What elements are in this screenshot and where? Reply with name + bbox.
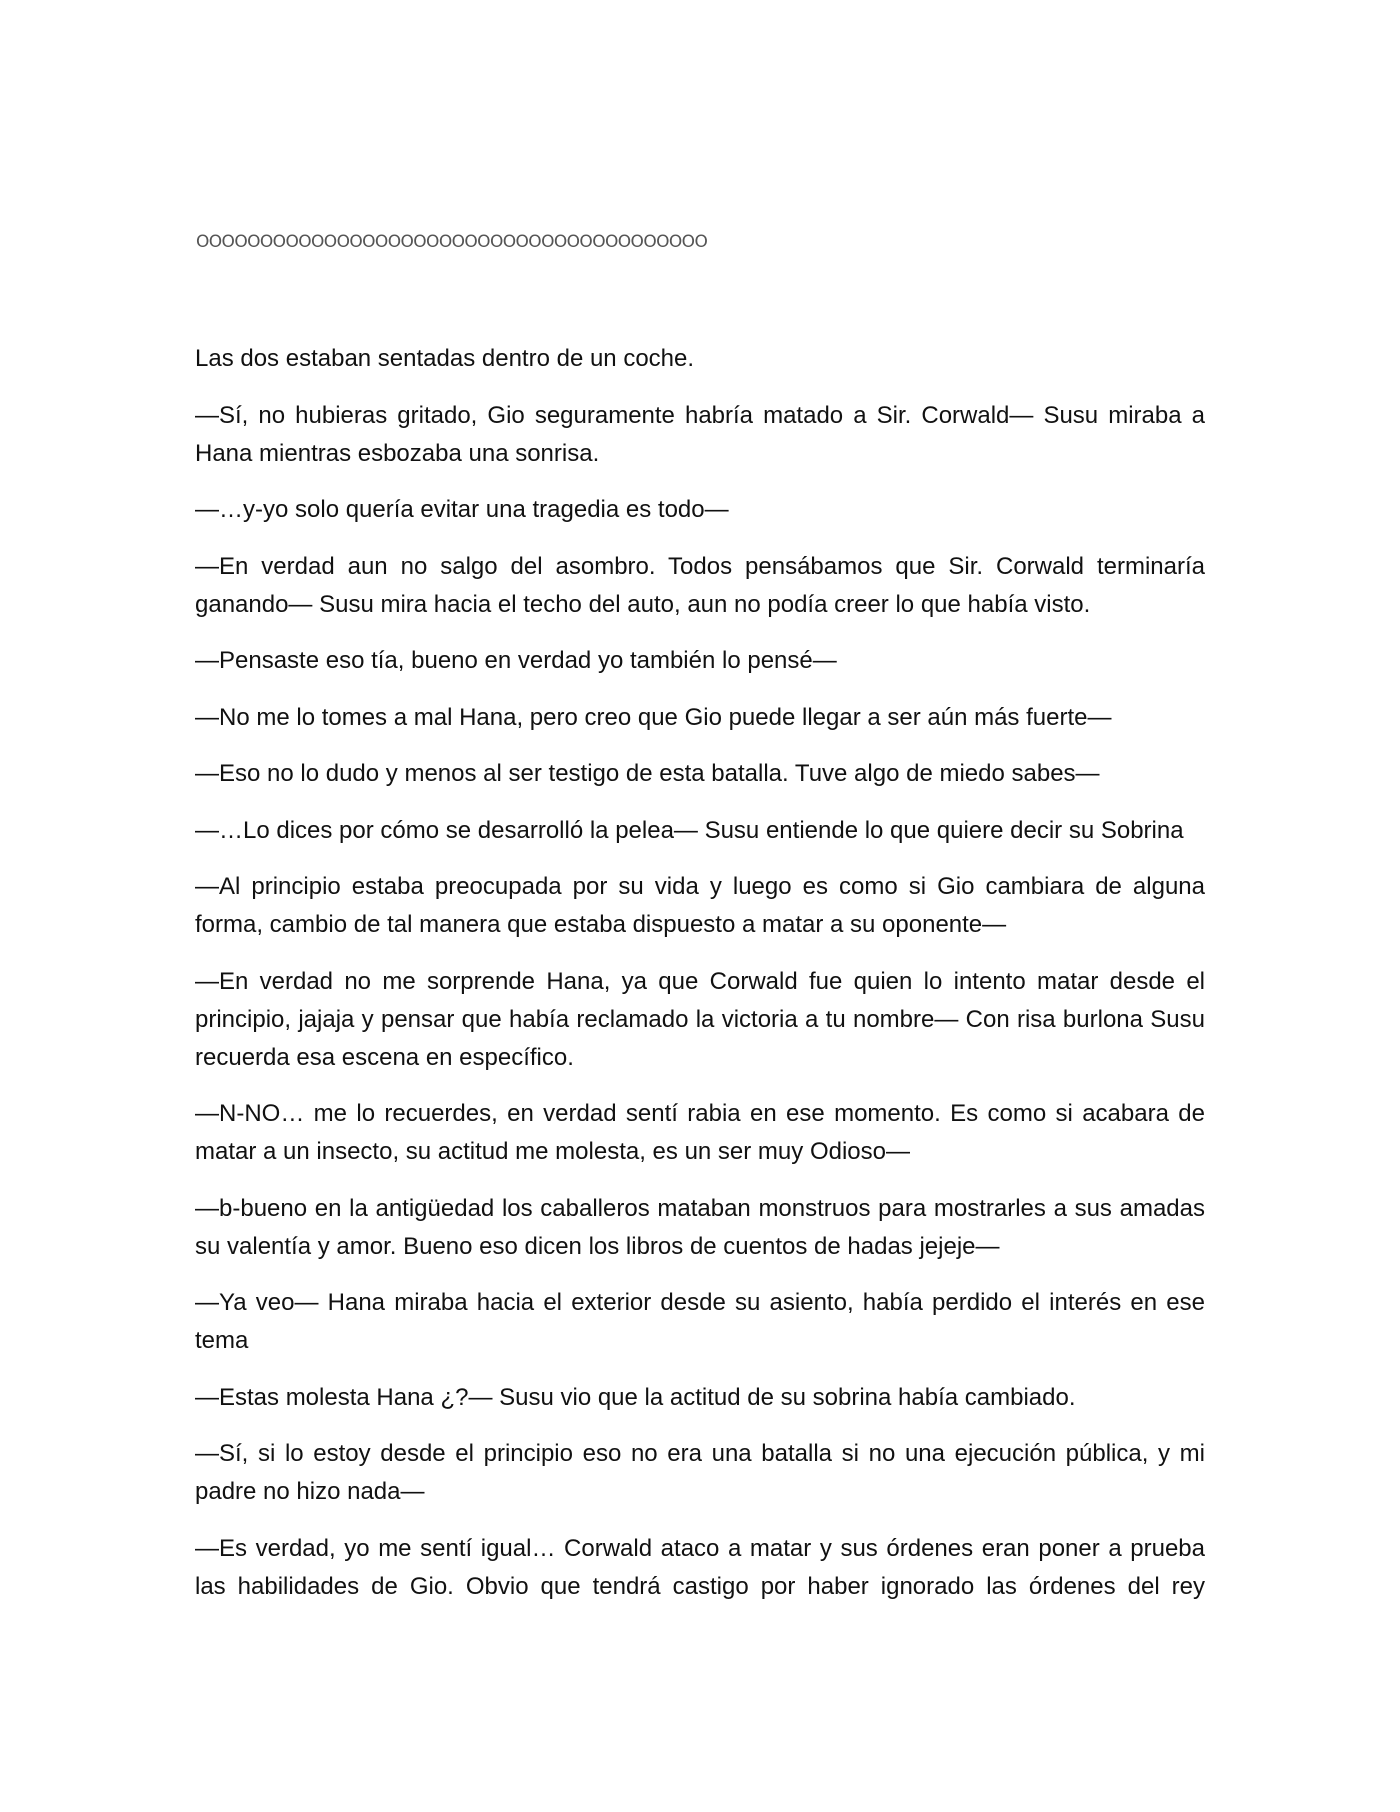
paragraph: —Ya veo— Hana miraba hacia el exterior desde su asiento, había perdido el interés en ese tema — [195, 1289, 1205, 1354]
paragraph: —Es verdad, yo me sentí igual… Corwald ataco a matar y sus órdenes eran poner a prueba las habilidades de Gio. Obvio que tendrá castigo por haber ignorado las órdenes del rey — [195, 1534, 1205, 1600]
paragraph: —Pensaste eso tía, bueno en verdad yo también lo pensé— — [195, 647, 837, 674]
scene-separator: OOOOOOOOOOOOOOOOOOOOOOOOOOOOOOOOOOOOOOOO — [196, 232, 708, 252]
paragraph: —No me lo tomes a mal Hana, pero creo que Gio puede llegar a ser aún más fuerte— — [195, 703, 1112, 731]
paragraph: —…y-yo solo quería evitar una tragedia es todo— — [195, 496, 729, 523]
document-body — [195, 340, 1205, 1624]
paragraph: —En verdad aun no salgo del asombro. Todos pensábamos que Sir. Corwald terminaría ganando— Susu mira hacia el techo del auto, aun no podía creer lo que había visto. — [195, 552, 1205, 618]
paragraph: —Sí, no hubieras gritado, Gio seguramente habría matado a Sir. Corwald— Susu miraba a Hana mientras esbozaba una sonrisa. — [195, 401, 1205, 467]
paragraph: —…Lo dices por cómo se desarrolló la pelea— Susu entiende lo que quiere decir su Sobrina — [195, 816, 1184, 844]
paragraph: —b-bueno en la antigüedad los caballeros mataban monstruos para mostrarles a sus amadas su valentía y amor. Bueno eso dicen los libros de cuentos de hadas jejeje— — [195, 1194, 1205, 1260]
paragraph: —Estas molesta Hana ¿?— Susu vio que la actitud de su sobrina había cambiado. — [195, 1383, 1076, 1411]
paragraph: —N-NO… me lo recuerdes, en verdad sentí rabia en ese momento. Es como si acabara de matar a un insecto, su actitud me molesta, es un ser muy Odioso— — [195, 1100, 1205, 1165]
paragraph: —Sí, si lo estoy desde el principio eso no era una batalla si no una ejecución pública, y mi padre no hizo nada— — [195, 1440, 1205, 1505]
paragraph: —En verdad no me sorprende Hana, ya que Corwald fue quien lo intento matar desde el principio, jajaja y pensar que había reclamado la victoria a tu nombre— Con risa burlona Susu recuerda esa escena en específico. — [195, 967, 1205, 1071]
paragraph: —Al principio estaba preocupada por su vida y luego es como si Gio cambiara de alguna forma, cambio de tal manera que estaba dispuesto a matar a su oponente— — [195, 873, 1205, 938]
paragraph: Las dos estaban sentadas dentro de un coche. — [195, 345, 695, 372]
paragraph: —Eso no lo dudo y menos al ser testigo de esta batalla. Tuve algo de miedo sabes— — [195, 760, 1100, 787]
